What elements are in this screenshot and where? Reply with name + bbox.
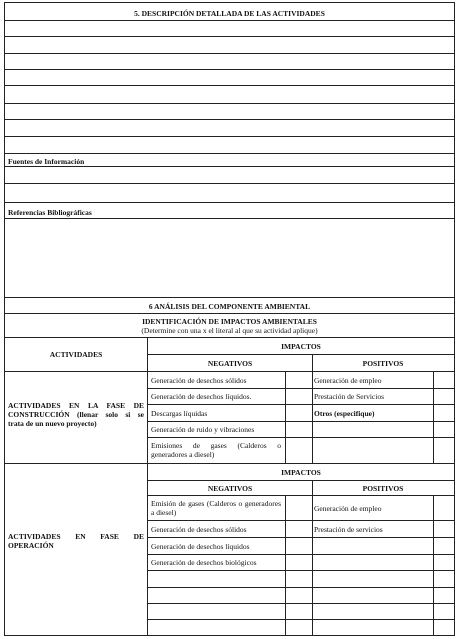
actividades-header: ACTIVIDADES <box>49 350 103 359</box>
negativos-header-operacion: NEGATIVOS <box>207 484 253 493</box>
construccion-negativo-check[interactable] <box>286 389 312 404</box>
divider <box>5 313 454 314</box>
positivos-header-operacion: POSITIVOS <box>362 484 404 493</box>
section6-title: 6 ANÁLISIS DEL COMPONENTE AMBIENTAL <box>148 302 311 311</box>
construccion-negativo-item: Generación de desechos sólidos <box>151 376 247 385</box>
construccion-positivo-check[interactable] <box>434 372 454 388</box>
divider <box>5 297 454 298</box>
activities-description-area[interactable] <box>5 21 454 154</box>
construccion-positivo-item: Prestación de Servicios <box>314 392 384 401</box>
construccion-negativo-check[interactable] <box>286 372 312 388</box>
construccion-positivo-check[interactable] <box>434 405 454 421</box>
construccion-label-line1: ACTIVIDADES EN LA FASE DE <box>8 401 144 410</box>
construccion-negativo-check[interactable] <box>286 438 312 463</box>
construccion-negativo-check[interactable] <box>286 405 312 421</box>
construccion-negativo-item: Generación de ruido y vibraciones <box>151 425 255 434</box>
operacion-positivo-item: Prestación de servicios <box>314 525 383 534</box>
impactos-header: IMPACTOS <box>281 342 321 351</box>
operacion-negativo-item: Generación de desechos líquidos <box>151 542 250 551</box>
operacion-negativo-item: Generación de desechos sólidos <box>151 525 247 534</box>
divider <box>5 337 454 338</box>
operacion-positivo-check[interactable] <box>434 496 454 520</box>
operacion-negativo-check[interactable] <box>286 538 312 554</box>
operacion-negativo-check[interactable] <box>286 555 312 570</box>
construccion-negativo-item: Emisiones de gases (Calderos o generadores a diesel) <box>151 441 281 459</box>
divider <box>5 202 454 203</box>
fuentes-label: Fuentes de Información <box>8 157 85 166</box>
section5-title: 5. DESCRIPCIÓN DETALLADA DE LAS ACTIVIDADES <box>134 9 325 18</box>
operacion-positivo-item: Generación de empleo <box>314 504 382 513</box>
environmental-form <box>4 2 455 636</box>
construccion-positivo-check[interactable] <box>434 389 454 404</box>
construccion-positivo-item: Otros (especifique) <box>314 409 375 418</box>
construccion-positivo-item: Generación de empleo <box>314 376 382 385</box>
impactos-header-operacion: IMPACTOS <box>281 468 321 477</box>
referencias-field[interactable] <box>5 219 454 298</box>
operacion-negativo-check[interactable] <box>286 496 312 520</box>
operacion-negativo-check[interactable] <box>286 521 312 537</box>
operacion-negativo-item: Generación de desechos biológicos <box>151 558 257 567</box>
fuentes-field[interactable] <box>5 166 454 203</box>
operacion-label-line1: ACTIVIDADES EN FASE DE <box>8 532 144 541</box>
operacion-label-line2: OPERACIÓN <box>8 541 54 550</box>
operacion-positivo-check[interactable] <box>434 521 454 537</box>
construccion-label-line2: CONSTRUCCIÓN (llenar solo si se <box>8 410 144 419</box>
construccion-label-line3: trata de un nuevo proyecto) <box>8 419 97 428</box>
operacion-negativo-item: Emisión de gases (Calderos o generadores a diesel) <box>151 499 281 517</box>
divider <box>5 153 454 154</box>
positivos-header: POSITIVOS <box>362 359 404 368</box>
section6-subtitle: IDENTIFICACIÓN DE IMPACTOS AMBIENTALES <box>142 317 317 326</box>
referencias-label: Referencias Bibliográficas <box>8 208 92 217</box>
construccion-negativo-item: Descargas líquidas <box>151 409 208 418</box>
construccion-negativo-item: Generación de desechos líquidos. <box>151 392 252 401</box>
construccion-negativo-check[interactable] <box>286 422 312 437</box>
negativos-header: NEGATIVOS <box>207 359 253 368</box>
section6-instruction: (Determine con una x el literal al que su actividad aplique) <box>141 326 318 335</box>
